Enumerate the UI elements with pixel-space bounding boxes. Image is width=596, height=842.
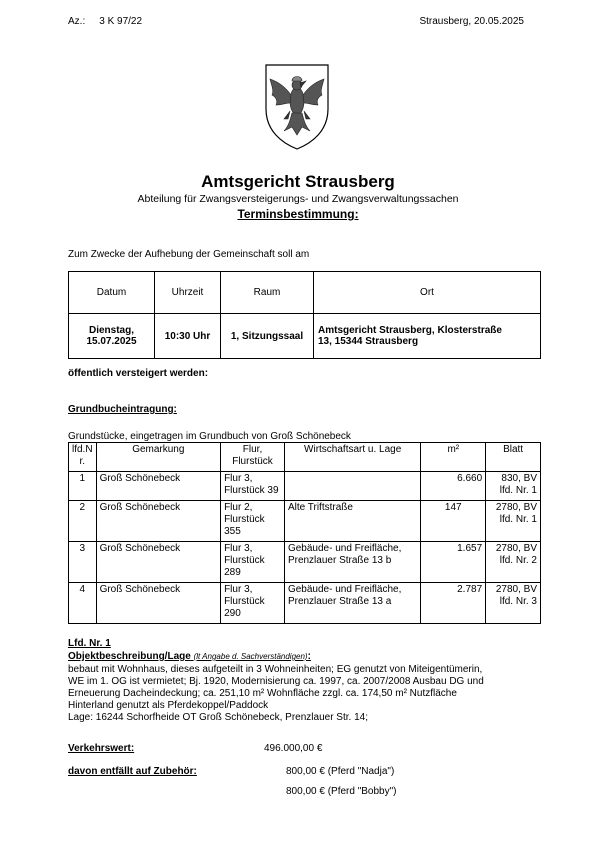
cell-blatt-line: 2780, BV xyxy=(495,584,537,595)
cell-wirt-line: Alte Triftstraße xyxy=(287,502,353,513)
header-flur xyxy=(221,443,285,472)
grundbuch-subtitle: Grundstücke, eingetragen im Grundbuch von Groß Schönebeck xyxy=(68,431,351,442)
document-type: Terminsbestimmung: xyxy=(237,207,359,221)
cell-blatt xyxy=(486,501,541,542)
cell-wirt-line: Prenzlauer Straße 13 b xyxy=(287,555,392,566)
header-datum: Datum xyxy=(69,272,155,314)
desc-line: Hinterland genutzt als Pferdekoppel/Paddock xyxy=(68,700,269,711)
verkehrswert-label: Verkehrswert: xyxy=(68,743,135,754)
verkehrswert-value: 496.000,00 € xyxy=(264,743,323,754)
objektbeschreibung-text xyxy=(68,664,548,724)
objektbeschreibung-title xyxy=(68,651,311,662)
header-blatt: Blatt xyxy=(486,443,541,472)
cell-m2: 6.660 xyxy=(421,472,486,501)
zubehoer-item: 800,00 € (Pferd "Nadja") xyxy=(286,766,395,777)
grundbuch-header-row xyxy=(69,443,541,472)
cell-blatt-line: 2780, BV xyxy=(495,502,537,513)
cell-flur xyxy=(221,542,285,583)
desc-line: Lage: 16244 Schorfheide OT Groß Schönebeck, Prenzlauer Str. 14; xyxy=(68,712,368,723)
cell-nr: 2 xyxy=(69,501,97,542)
termin-ort-line1: Amtsgericht Strausberg, Klosterstraße xyxy=(318,325,502,336)
cell-m2: 1.657 xyxy=(421,542,486,583)
table-row xyxy=(69,472,541,501)
objektbeschreibung-note: (lt Angabe d. Sachverständigen) xyxy=(193,652,308,661)
cell-wirt-line: Gebäude- und Freifläche, xyxy=(287,543,402,554)
cell-wirtschaftsart xyxy=(284,501,420,542)
header-flur-line1: Flur, xyxy=(242,444,263,455)
aktenzeichen-value: 3 K 97/22 xyxy=(99,16,143,27)
cell-blatt-line: lfd. Nr. 1 xyxy=(499,514,537,525)
cell-flur-line: 289 xyxy=(224,567,241,578)
zubehoer-item: 800,00 € (Pferd "Bobby") xyxy=(286,786,397,797)
header-gemarkung: Gemarkung xyxy=(96,443,221,472)
termin-datum-date: 15.07.2025 xyxy=(86,336,137,347)
cell-nr: 4 xyxy=(69,583,97,624)
cell-wirtschaftsart xyxy=(284,583,420,624)
objektbeschreibung-label: Objektbeschreibung/Lage xyxy=(68,651,191,662)
table-row xyxy=(69,583,541,624)
cell-m2: 147 xyxy=(421,501,486,542)
objektbeschreibung-colon: : xyxy=(307,651,311,662)
cell-flur-line: Flur 3, xyxy=(224,584,253,595)
table-row xyxy=(69,542,541,583)
cell-nr: 1 xyxy=(69,472,97,501)
cell-blatt-line: 830, BV xyxy=(501,473,537,484)
cell-blatt-line: 2780, BV xyxy=(495,543,537,554)
cell-flur-line: Flurstück xyxy=(224,555,265,566)
termin-uhrzeit: 10:30 Uhr xyxy=(155,314,221,359)
coat-of-arms-eagle-icon xyxy=(262,61,332,151)
header-flur-line2: Flurstück xyxy=(232,456,273,467)
termin-table-header-row xyxy=(69,272,541,314)
cell-flur-line: Flur 3, xyxy=(224,543,253,554)
cell-blatt xyxy=(486,583,541,624)
termin-raum: 1, Sitzungssaal xyxy=(221,314,314,359)
header-lfd-nr-line1: lfd.N xyxy=(72,444,93,455)
cell-flur xyxy=(221,583,285,624)
table-row xyxy=(69,501,541,542)
court-name: Amtsgericht Strausberg xyxy=(201,172,395,191)
cell-flur-line: Flurstück xyxy=(224,514,265,525)
cell-gemarkung: Groß Schönebeck xyxy=(96,583,221,624)
cell-flur-line: Flur 2, xyxy=(224,502,253,513)
cell-flur xyxy=(221,501,285,542)
header-lfd-nr xyxy=(69,443,97,472)
aktenzeichen xyxy=(68,16,156,27)
cell-flur-line: 355 xyxy=(224,526,241,537)
cell-nr: 3 xyxy=(69,542,97,583)
cell-blatt xyxy=(486,472,541,501)
termin-ort xyxy=(314,314,541,359)
cell-blatt xyxy=(486,542,541,583)
header-lfd-nr-line2: r. xyxy=(79,456,86,467)
cell-flur-line: Flurstück xyxy=(224,596,265,607)
cell-gemarkung: Groß Schönebeck xyxy=(96,542,221,583)
cell-flur-line: Flurstück 39 xyxy=(224,485,279,496)
cell-flur-line: Flur 3, xyxy=(224,473,253,484)
desc-line: WE im 1. OG ist vermietet; Bj. 1920, Modernisierung ca. 1997, ca. 2007/2008 Ausbau DG und xyxy=(68,676,484,687)
termin-datum-weekday: Dienstag, xyxy=(88,325,134,336)
termin-table xyxy=(68,271,541,359)
cell-wirtschaftsart xyxy=(284,542,420,583)
cell-flur xyxy=(221,472,285,501)
cell-wirtschaftsart xyxy=(284,472,420,501)
place-date: Strausberg, 20.05.2025 xyxy=(419,16,524,27)
header-raum: Raum xyxy=(221,272,314,314)
intro-text: Zum Zwecke der Aufhebung der Gemeinschaft soll am xyxy=(68,249,310,260)
header-ort: Ort xyxy=(314,272,541,314)
header-m2: m² xyxy=(421,443,486,472)
lfd-nr-title: Lfd. Nr. 1 xyxy=(68,638,111,649)
cell-blatt-line: lfd. Nr. 2 xyxy=(499,555,537,566)
termin-table-row xyxy=(69,314,541,359)
cell-gemarkung: Groß Schönebeck xyxy=(96,472,221,501)
cell-m2: 2.787 xyxy=(421,583,486,624)
cell-wirt-line: Prenzlauer Straße 13 a xyxy=(287,596,392,607)
grundbuch-table xyxy=(68,442,541,624)
grundbuch-title: Grundbucheintragung: xyxy=(68,404,177,415)
header-uhrzeit: Uhrzeit xyxy=(155,272,221,314)
desc-line: bebaut mit Wohnhaus, dieses aufgeteilt in 3 Wohneinheiten; EG genutzt von Miteigentümerin, xyxy=(68,664,483,675)
termin-datum xyxy=(69,314,155,359)
desc-line: Erneuerung Dacheindeckung; ca. 251,10 m² Wohnfläche zzgl. ca. 174,50 m² Nutzfläche xyxy=(68,688,457,699)
header-wirtschaftsart: Wirtschaftsart u. Lage xyxy=(284,443,420,472)
cell-flur-line: 290 xyxy=(224,608,241,619)
cell-blatt-line: lfd. Nr. 1 xyxy=(499,485,537,496)
cell-gemarkung: Groß Schönebeck xyxy=(96,501,221,542)
versteigert-text: öffentlich versteigert werden: xyxy=(68,368,209,379)
cell-blatt-line: lfd. Nr. 3 xyxy=(499,596,537,607)
aktenzeichen-label: Az.: xyxy=(68,16,86,27)
zubehoer-label: davon entfällt auf Zubehör: xyxy=(68,766,197,777)
termin-ort-line2: 13, 15344 Strausberg xyxy=(318,336,419,347)
cell-wirt-line: Gebäude- und Freifläche, xyxy=(287,584,402,595)
court-department: Abteilung für Zwangsversteigerungs- und Zwangsverwaltungssachen xyxy=(137,193,459,205)
